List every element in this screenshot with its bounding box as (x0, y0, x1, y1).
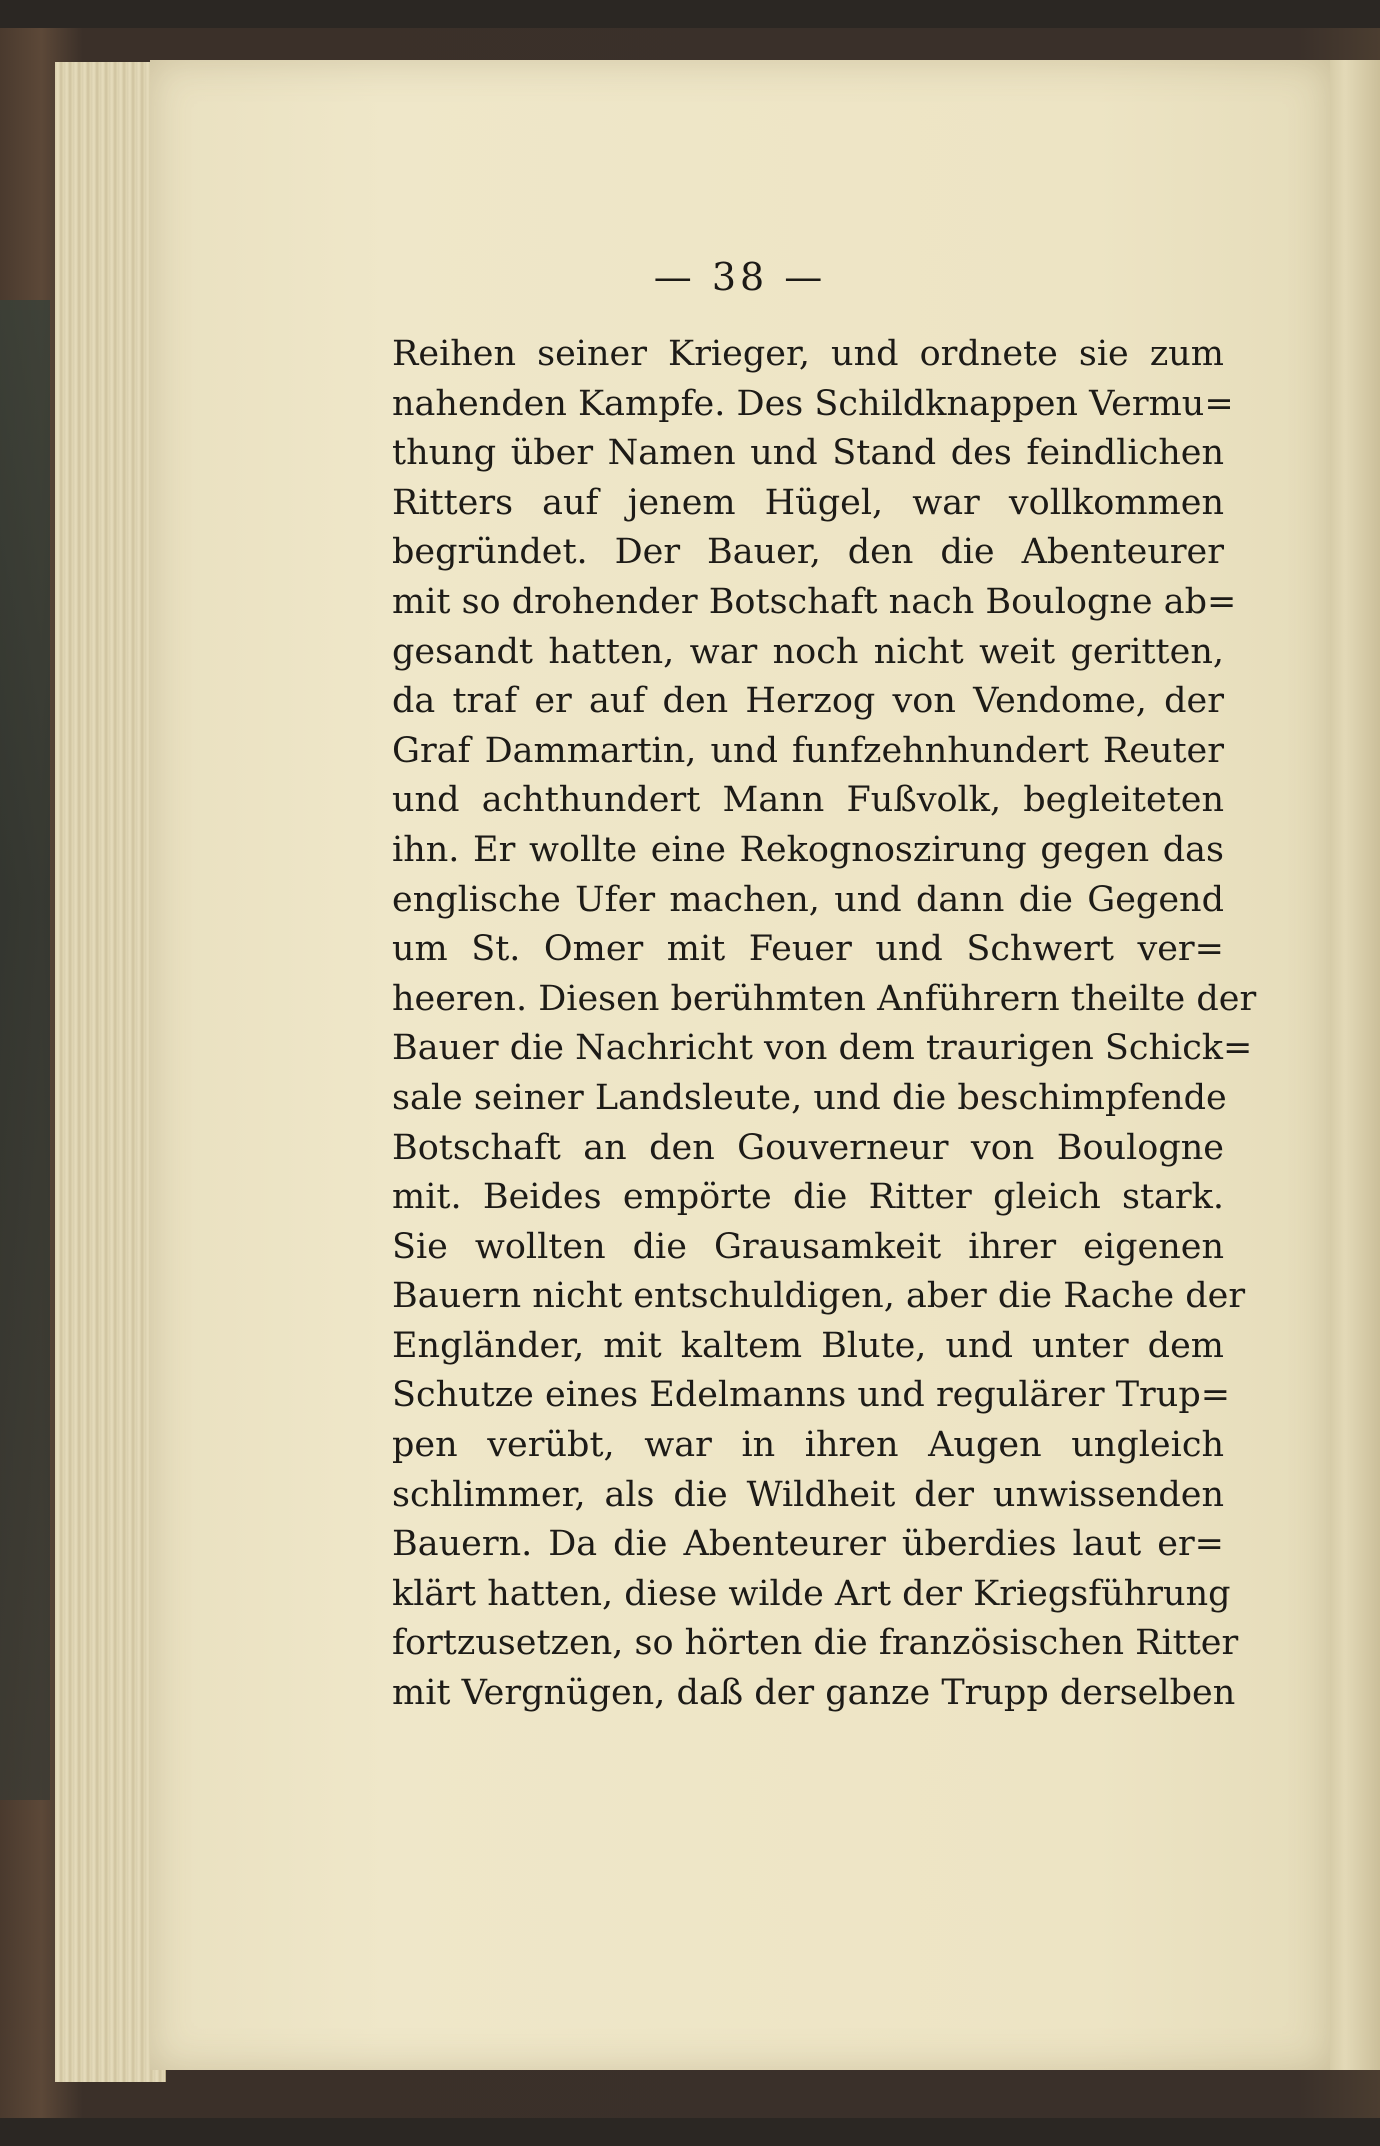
text-line: englische Ufer machen, und dann die Gegend (392, 879, 1224, 920)
text-line: ihn. Er wollte eine Rekognoszirung gegen das (392, 829, 1224, 870)
text-line: und achthundert Mann Fußvolk, begleiteten (392, 780, 1224, 821)
text-line: Graf Dammartin, und funfzehnhundert Reuter (392, 730, 1224, 771)
text-line: mit Vergnügen, daß der ganze Trupp derselben (392, 1673, 1236, 1714)
text-line: Bauer die Nachricht von dem traurigen Schick= (392, 1028, 1253, 1069)
body-text (392, 330, 1257, 1719)
cover-spine (0, 300, 50, 1800)
text-line: thung über Namen und Stand des feindlichen (392, 433, 1224, 474)
text-line: fortzusetzen, so hörten die französischen Ritter (392, 1623, 1239, 1664)
text-line: um St. Omer mit Feuer und Schwert ver= (392, 929, 1224, 970)
text-line: Bauern nicht entschuldigen, aber die Rache der (392, 1276, 1246, 1317)
text-line: klärt hatten, diese wilde Art der Kriegsführung (392, 1573, 1231, 1614)
text-line: Schutze eines Edelmanns und regulärer Trup= (392, 1375, 1231, 1416)
text-line: heeren. Diesen berühmten Anführern theilte der (392, 978, 1257, 1019)
text-line: Reihen seiner Krieger, und ordnete sie zum (392, 334, 1224, 374)
text-line: begründet. Der Bauer, den die Abenteurer (392, 532, 1224, 573)
text-line: pen verübt, war in ihren Augen ungleich (392, 1425, 1224, 1466)
text-line: nahenden Kampfe. Des Schildknappen Vermu= (392, 383, 1234, 424)
text-line: Ritters auf jenem Hügel, war vollkommen (392, 482, 1224, 523)
text-line: sale seiner Landsleute, und die beschimpfende (392, 1077, 1227, 1118)
text-line: Bauern. Da die Abenteurer überdies laut er= (392, 1524, 1224, 1565)
text-line: Sie wollten die Grausamkeit ihrer eigenen (392, 1226, 1224, 1267)
text-line: gesandt hatten, war noch nicht weit geritten, (392, 631, 1224, 672)
text-line: mit so drohender Botschaft nach Boulogne ab= (392, 581, 1237, 622)
text-line: mit. Beides empörte die Ritter gleich stark. (392, 1177, 1224, 1218)
text-line: schlimmer, als die Wildheit der unwissenden (392, 1474, 1224, 1515)
text-line: Botschaft an den Gouverneur von Boulogne (392, 1127, 1224, 1168)
page-edges-right (1330, 60, 1380, 2070)
page-number: — 38 — (653, 255, 827, 299)
text-line: Engländer, mit kaltem Blute, und unter dem (392, 1325, 1224, 1366)
text-line: da traf er auf den Herzog von Vendome, der (392, 681, 1224, 722)
